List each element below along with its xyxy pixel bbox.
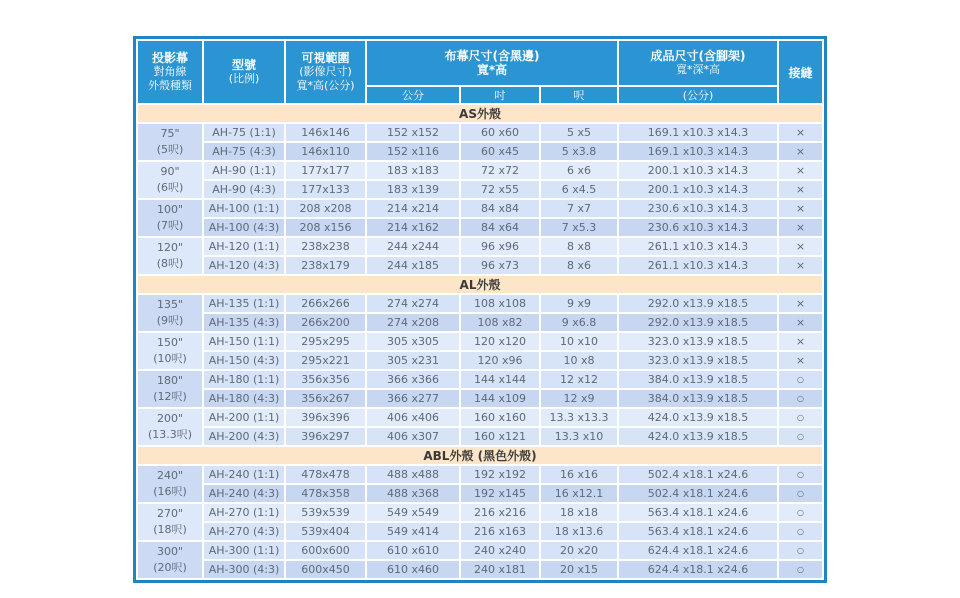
- table-row: [138, 371, 822, 388]
- product-cell: 261.1 x10.3 x14.3: [619, 257, 777, 274]
- diagonal-size: 100": [156, 203, 184, 216]
- seam-cell: ×: [779, 143, 822, 160]
- view-cell: 478x358: [286, 485, 365, 502]
- diagonal-size: 200": [156, 412, 184, 425]
- view-cell: 146x110: [286, 143, 365, 160]
- spec-table: [136, 39, 824, 580]
- view-cell: 238x179: [286, 257, 365, 274]
- cm-cell: 152 x116: [367, 143, 459, 160]
- table-row: [138, 504, 822, 521]
- inch-cell: 96 x96: [461, 238, 539, 255]
- section-row: [138, 447, 822, 464]
- cm-cell: 152 x152: [367, 124, 459, 141]
- seam-cell: ○: [779, 390, 822, 407]
- model-cell: AH-100 (4:3): [204, 219, 284, 236]
- product-cell: 200.1 x10.3 x14.3: [619, 181, 777, 198]
- header-model-line1: 型號: [231, 58, 256, 72]
- product-cell: 624.4 x18.1 x24.6: [619, 561, 777, 578]
- model-cell: AH-75 (1:1): [204, 124, 284, 141]
- inch-cell: 84 x64: [461, 219, 539, 236]
- product-cell: 424.0 x13.9 x18.5: [619, 428, 777, 445]
- cm-cell: 488 x368: [367, 485, 459, 502]
- ft-cell: 8 x6: [541, 257, 617, 274]
- diagonal-feet: (16呎): [153, 485, 187, 498]
- product-cell: 384.0 x13.9 x18.5: [619, 371, 777, 388]
- product-cell: 169.1 x10.3 x14.3: [619, 124, 777, 141]
- ft-cell: 10 x10: [541, 333, 617, 350]
- diagonal-size: 75": [160, 127, 180, 140]
- diagonal-size: 180": [156, 374, 184, 387]
- view-cell: 356x267: [286, 390, 365, 407]
- cm-cell: 244 x244: [367, 238, 459, 255]
- model-cell: AH-90 (1:1): [204, 162, 284, 179]
- diagonal-cell: [138, 295, 202, 331]
- table-row: [138, 200, 822, 217]
- table-row: [138, 143, 822, 160]
- view-cell: 539x539: [286, 504, 365, 521]
- model-cell: AH-200 (1:1): [204, 409, 284, 426]
- diagonal-cell: [138, 200, 202, 236]
- inch-cell: 120 x96: [461, 352, 539, 369]
- diagonal-feet: (9呎): [156, 314, 184, 327]
- header-viewable-line3: 寬*高(公分): [296, 79, 355, 92]
- header-product-unit: (公分): [619, 87, 777, 103]
- header-viewable-line1: 可視範圍: [301, 51, 350, 65]
- model-cell: AH-200 (4:3): [204, 428, 284, 445]
- product-cell: 230.6 x10.3 x14.3: [619, 219, 777, 236]
- model-cell: AH-270 (1:1): [204, 504, 284, 521]
- view-cell: 396x396: [286, 409, 365, 426]
- inch-cell: 240 x181: [461, 561, 539, 578]
- table-row: [138, 409, 822, 426]
- diagonal-cell: [138, 371, 202, 407]
- table-row: [138, 295, 822, 312]
- inch-cell: 144 x109: [461, 390, 539, 407]
- section-row: [138, 105, 822, 122]
- ft-cell: 9 x9: [541, 295, 617, 312]
- diagonal-cell: [138, 542, 202, 578]
- diagonal-cell: [138, 333, 202, 369]
- table-row: [138, 352, 822, 369]
- product-cell: 384.0 x13.9 x18.5: [619, 390, 777, 407]
- header-screen-subtitle: 寬*高: [476, 63, 508, 77]
- inch-cell: 216 x216: [461, 504, 539, 521]
- model-cell: AH-90 (4:3): [204, 181, 284, 198]
- diagonal-cell: [138, 409, 202, 445]
- cm-cell: 549 x549: [367, 504, 459, 521]
- view-cell: 208 x156: [286, 219, 365, 236]
- view-cell: 478x478: [286, 466, 365, 483]
- product-cell: 169.1 x10.3 x14.3: [619, 143, 777, 160]
- header-unit-feet: 呎: [541, 87, 617, 103]
- cm-cell: 549 x414: [367, 523, 459, 540]
- diagonal-feet: (18呎): [153, 523, 187, 536]
- inch-cell: 72 x55: [461, 181, 539, 198]
- model-cell: AH-180 (1:1): [204, 371, 284, 388]
- inch-cell: 120 x120: [461, 333, 539, 350]
- header-diagonal-line3: 外殼種類: [148, 79, 192, 92]
- header-unit-cm: 公分: [367, 87, 459, 103]
- product-cell: 230.6 x10.3 x14.3: [619, 200, 777, 217]
- inch-cell: 216 x163: [461, 523, 539, 540]
- model-cell: AH-120 (4:3): [204, 257, 284, 274]
- diagonal-feet: (7呎): [156, 219, 184, 232]
- table-row: [138, 523, 822, 540]
- ft-cell: 12 x12: [541, 371, 617, 388]
- inch-cell: 60 x45: [461, 143, 539, 160]
- header-screen-group: [367, 41, 617, 85]
- inch-cell: 160 x121: [461, 428, 539, 445]
- model-cell: AH-120 (1:1): [204, 238, 284, 255]
- inch-cell: 192 x192: [461, 466, 539, 483]
- seam-cell: ○: [779, 523, 822, 540]
- ft-cell: 9 x6.8: [541, 314, 617, 331]
- header-seam: 接縫: [779, 41, 822, 103]
- table-row: [138, 466, 822, 483]
- inch-cell: 160 x160: [461, 409, 539, 426]
- seam-cell: ○: [779, 485, 822, 502]
- cm-cell: 274 x274: [367, 295, 459, 312]
- view-cell: 600x450: [286, 561, 365, 578]
- ft-cell: 10 x8: [541, 352, 617, 369]
- seam-cell: ×: [779, 314, 822, 331]
- diagonal-size: 300": [156, 545, 184, 558]
- model-cell: AH-180 (4:3): [204, 390, 284, 407]
- table-row: [138, 485, 822, 502]
- seam-cell: ×: [779, 124, 822, 141]
- cm-cell: 406 x406: [367, 409, 459, 426]
- model-cell: AH-150 (1:1): [204, 333, 284, 350]
- view-cell: 146x146: [286, 124, 365, 141]
- inch-cell: 60 x60: [461, 124, 539, 141]
- header-product-title: 成品尺寸(含腳架): [650, 49, 746, 63]
- product-cell: 323.0 x13.9 x18.5: [619, 352, 777, 369]
- ft-cell: 16 x12.1: [541, 485, 617, 502]
- model-cell: AH-100 (1:1): [204, 200, 284, 217]
- cm-cell: 214 x162: [367, 219, 459, 236]
- header-diagonal-line1: 投影幕: [151, 51, 188, 65]
- diagonal-size: 90": [160, 165, 180, 178]
- view-cell: 266x200: [286, 314, 365, 331]
- view-cell: 295x221: [286, 352, 365, 369]
- ft-cell: 5 x3.8: [541, 143, 617, 160]
- view-cell: 539x404: [286, 523, 365, 540]
- ft-cell: 18 x18: [541, 504, 617, 521]
- table-row: [138, 181, 822, 198]
- ft-cell: 18 x13.6: [541, 523, 617, 540]
- diagonal-size: 150": [156, 336, 184, 349]
- diagonal-feet: (12呎): [153, 390, 187, 403]
- cm-cell: 214 x214: [367, 200, 459, 217]
- header-product-subtitle: 寬*深*高: [676, 63, 720, 76]
- cm-cell: 183 x183: [367, 162, 459, 179]
- header-screen-title: 布幕尺寸(含黑邊): [444, 49, 540, 63]
- table-row: [138, 333, 822, 350]
- table-row: [138, 162, 822, 179]
- product-cell: 502.4 x18.1 x24.6: [619, 466, 777, 483]
- view-cell: 238x238: [286, 238, 365, 255]
- section-row: [138, 276, 822, 293]
- view-cell: 396x297: [286, 428, 365, 445]
- diagonal-size: 120": [156, 241, 184, 254]
- spec-table-frame: [133, 36, 827, 583]
- seam-cell: ○: [779, 542, 822, 559]
- seam-cell: ○: [779, 409, 822, 426]
- diagonal-size: 135": [156, 298, 184, 311]
- section-header: ABL外殼 (黑色外殼): [138, 447, 822, 464]
- ft-cell: 8 x8: [541, 238, 617, 255]
- model-cell: AH-240 (1:1): [204, 466, 284, 483]
- ft-cell: 6 x6: [541, 162, 617, 179]
- cm-cell: 305 x305: [367, 333, 459, 350]
- product-cell: 323.0 x13.9 x18.5: [619, 333, 777, 350]
- product-cell: 292.0 x13.9 x18.5: [619, 314, 777, 331]
- diagonal-feet: (10呎): [153, 352, 187, 365]
- product-cell: 502.4 x18.1 x24.6: [619, 485, 777, 502]
- model-cell: AH-270 (4:3): [204, 523, 284, 540]
- product-cell: 261.1 x10.3 x14.3: [619, 238, 777, 255]
- product-cell: 563.4 x18.1 x24.6: [619, 523, 777, 540]
- product-cell: 292.0 x13.9 x18.5: [619, 295, 777, 312]
- header-model-line2: (比例): [228, 72, 260, 85]
- table-row: [138, 542, 822, 559]
- seam-cell: ○: [779, 371, 822, 388]
- model-cell: AH-135 (4:3): [204, 314, 284, 331]
- seam-cell: ×: [779, 200, 822, 217]
- diagonal-feet: (8呎): [156, 257, 184, 270]
- seam-cell: ○: [779, 428, 822, 445]
- table-row: [138, 314, 822, 331]
- inch-cell: 96 x73: [461, 257, 539, 274]
- cm-cell: 366 x366: [367, 371, 459, 388]
- inch-cell: 84 x84: [461, 200, 539, 217]
- table-row: [138, 257, 822, 274]
- cm-cell: 366 x277: [367, 390, 459, 407]
- diagonal-size: 270": [156, 507, 184, 520]
- header-viewable: [286, 41, 365, 103]
- cm-cell: 274 x208: [367, 314, 459, 331]
- seam-cell: ○: [779, 504, 822, 521]
- cm-cell: 305 x231: [367, 352, 459, 369]
- table-row: [138, 390, 822, 407]
- diagonal-cell: [138, 124, 202, 160]
- section-header: AS外殼: [138, 105, 822, 122]
- model-cell: AH-300 (1:1): [204, 542, 284, 559]
- diagonal-cell: [138, 162, 202, 198]
- seam-cell: ×: [779, 257, 822, 274]
- product-cell: 563.4 x18.1 x24.6: [619, 504, 777, 521]
- diagonal-cell: [138, 238, 202, 274]
- header-diagonal-line2: 對角線: [153, 65, 187, 78]
- cm-cell: 406 x307: [367, 428, 459, 445]
- model-cell: AH-75 (4:3): [204, 143, 284, 160]
- header-unit-inch: 吋: [461, 87, 539, 103]
- cm-cell: 610 x460: [367, 561, 459, 578]
- section-header: AL外殼: [138, 276, 822, 293]
- ft-cell: 5 x5: [541, 124, 617, 141]
- spec-table-header: [138, 41, 822, 103]
- table-row: [138, 219, 822, 236]
- seam-cell: ×: [779, 181, 822, 198]
- header-diagonal: [138, 41, 202, 103]
- inch-cell: 108 x82: [461, 314, 539, 331]
- product-cell: 624.4 x18.1 x24.6: [619, 542, 777, 559]
- view-cell: 177x133: [286, 181, 365, 198]
- seam-cell: ×: [779, 352, 822, 369]
- view-cell: 266x266: [286, 295, 365, 312]
- product-cell: 424.0 x13.9 x18.5: [619, 409, 777, 426]
- model-cell: AH-240 (4:3): [204, 485, 284, 502]
- ft-cell: 6 x4.5: [541, 181, 617, 198]
- model-cell: AH-300 (4:3): [204, 561, 284, 578]
- product-cell: 200.1 x10.3 x14.3: [619, 162, 777, 179]
- ft-cell: 20 x15: [541, 561, 617, 578]
- ft-cell: 12 x9: [541, 390, 617, 407]
- diagonal-size: 240": [156, 469, 184, 482]
- seam-cell: ×: [779, 295, 822, 312]
- header-product-group: [619, 41, 777, 85]
- view-cell: 208 x208: [286, 200, 365, 217]
- table-row: [138, 238, 822, 255]
- view-cell: 295x295: [286, 333, 365, 350]
- table-row: [138, 561, 822, 578]
- model-cell: AH-135 (1:1): [204, 295, 284, 312]
- diagonal-feet: (13.3呎): [147, 428, 193, 441]
- table-row: [138, 428, 822, 445]
- ft-cell: 13.3 x13.3: [541, 409, 617, 426]
- spec-table-body: [138, 105, 822, 578]
- diagonal-cell: [138, 504, 202, 540]
- diagonal-feet: (5呎): [156, 143, 184, 156]
- cm-cell: 183 x139: [367, 181, 459, 198]
- ft-cell: 20 x20: [541, 542, 617, 559]
- cm-cell: 488 x488: [367, 466, 459, 483]
- header-model: [204, 41, 284, 103]
- inch-cell: 108 x108: [461, 295, 539, 312]
- cm-cell: 244 x185: [367, 257, 459, 274]
- seam-cell: ○: [779, 466, 822, 483]
- diagonal-cell: [138, 466, 202, 502]
- seam-cell: ×: [779, 162, 822, 179]
- inch-cell: 192 x145: [461, 485, 539, 502]
- header-viewable-line2: (影像尺寸): [299, 65, 352, 78]
- ft-cell: 16 x16: [541, 466, 617, 483]
- seam-cell: ×: [779, 333, 822, 350]
- diagonal-feet: (20呎): [153, 561, 187, 574]
- seam-cell: ×: [779, 219, 822, 236]
- inch-cell: 240 x240: [461, 542, 539, 559]
- ft-cell: 13.3 x10: [541, 428, 617, 445]
- model-cell: AH-150 (4:3): [204, 352, 284, 369]
- ft-cell: 7 x7: [541, 200, 617, 217]
- table-row: [138, 124, 822, 141]
- seam-cell: ○: [779, 561, 822, 578]
- cm-cell: 610 x610: [367, 542, 459, 559]
- view-cell: 177x177: [286, 162, 365, 179]
- inch-cell: 144 x144: [461, 371, 539, 388]
- inch-cell: 72 x72: [461, 162, 539, 179]
- diagonal-feet: (6呎): [156, 181, 184, 194]
- ft-cell: 7 x5.3: [541, 219, 617, 236]
- view-cell: 356x356: [286, 371, 365, 388]
- seam-cell: ×: [779, 238, 822, 255]
- view-cell: 600x600: [286, 542, 365, 559]
